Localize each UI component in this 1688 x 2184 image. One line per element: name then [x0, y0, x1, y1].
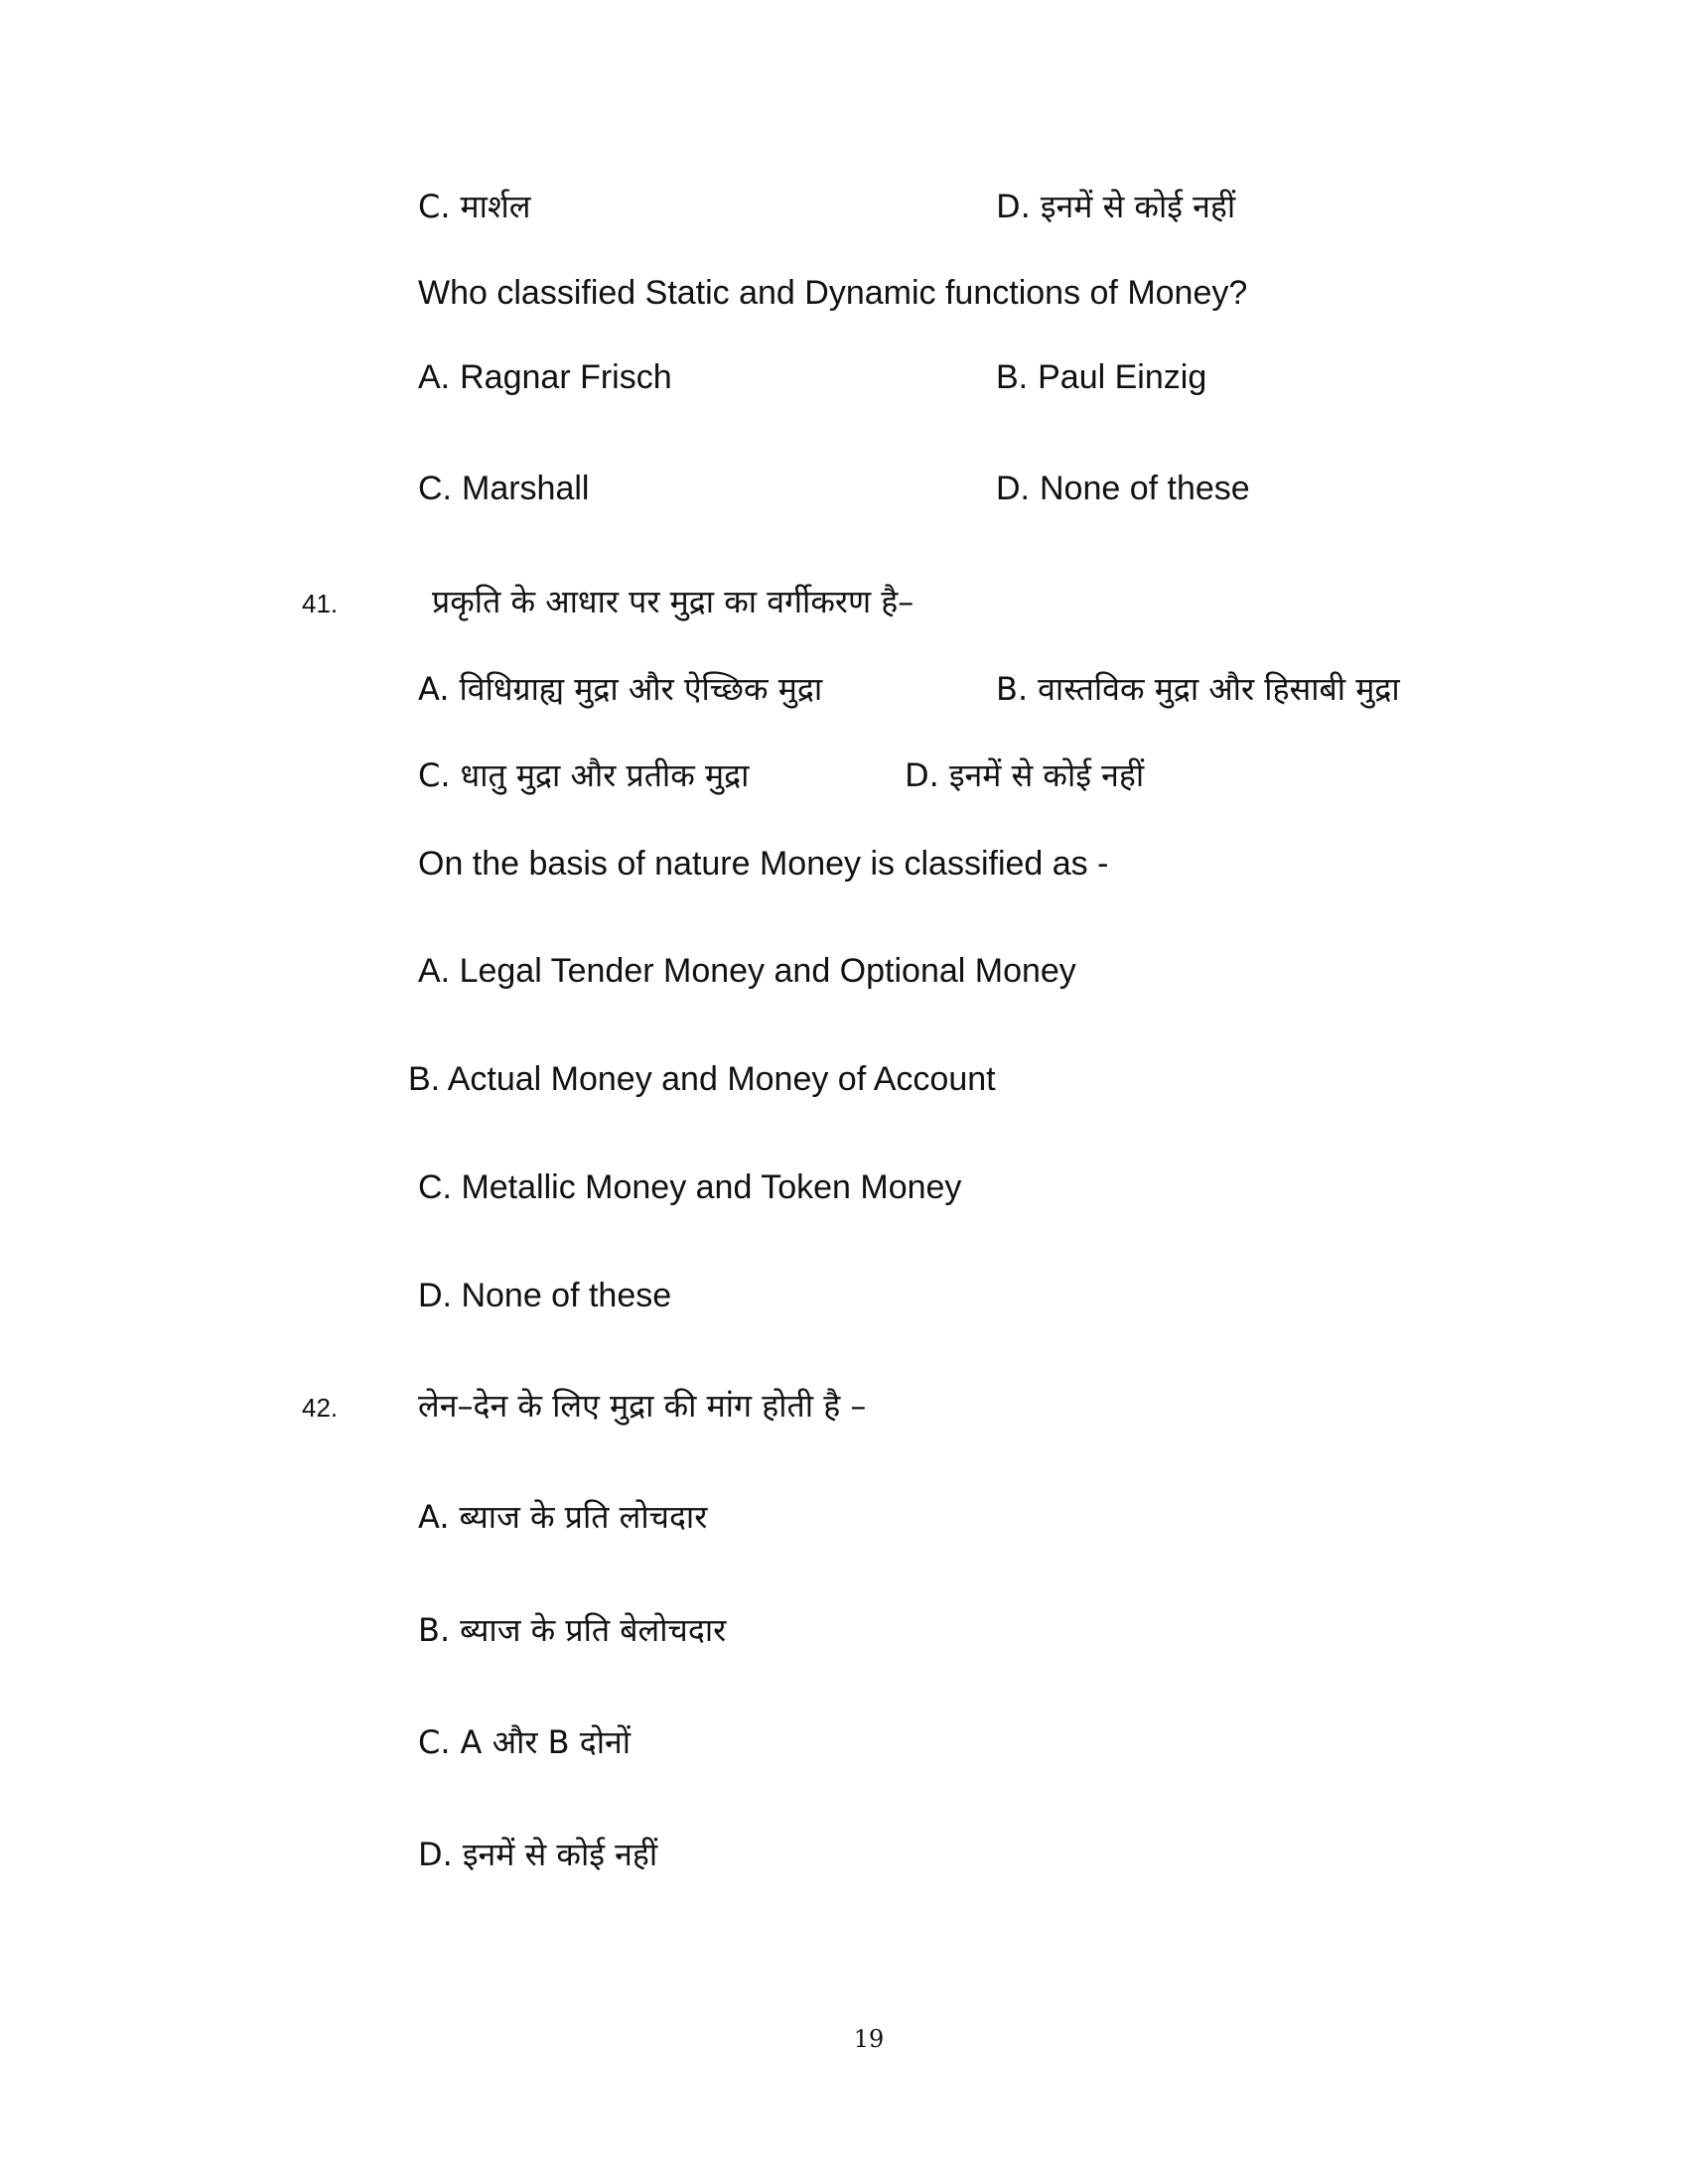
option-text: वास्तविक मुद्रा और हिसाबी मुद्रा	[1038, 670, 1400, 708]
option-label: D.	[418, 1277, 452, 1314]
q40-english-option-a	[418, 357, 672, 397]
q40-hindi-option-d	[996, 187, 1235, 226]
option-text: None of these	[461, 1277, 672, 1314]
option-text: A और B दोनों	[460, 1723, 632, 1761]
q41-english-option-c	[418, 1167, 961, 1207]
q40-hindi-option-c	[418, 187, 530, 226]
q42-hindi-question: लेन–देन के लिए मुद्रा की मांग होती है –	[418, 1387, 867, 1425]
option-label: C.	[418, 1723, 451, 1761]
option-text: Legal Tender Money and Optional Money	[459, 952, 1076, 990]
option-label: B.	[996, 670, 1029, 708]
page-number: 19	[853, 2025, 885, 2053]
option-label: A.	[418, 358, 451, 396]
option-label: A.	[418, 1498, 450, 1536]
option-text: ब्याज के प्रति लोचदार	[459, 1498, 708, 1536]
option-text: ब्याज के प्रति बेलोचदार	[460, 1611, 727, 1649]
option-text: Ragnar Frisch	[460, 358, 672, 396]
option-text: Metallic Money and Token Money	[461, 1168, 962, 1206]
option-text: None of these	[1040, 470, 1250, 507]
q41-hindi-option-a	[418, 669, 822, 709]
q42-hindi-option-a	[418, 1497, 707, 1537]
q41-hindi-option-b	[996, 669, 1400, 709]
q41-hindi-option-c	[418, 755, 749, 795]
option-label: C.	[418, 188, 451, 225]
q40-english-question: Who classified Static and Dynamic functions of Money?	[418, 274, 1248, 312]
q41-english-question: On the basis of nature Money is classified as -	[418, 845, 1109, 883]
option-text: इनमें से कोई नहीं	[462, 1836, 658, 1873]
q40-english-option-b	[996, 357, 1206, 397]
option-text: इनमें से कोई नहीं	[1040, 188, 1236, 225]
q42-hindi-option-b	[418, 1610, 726, 1650]
option-label: B.	[996, 358, 1029, 396]
q42-number: 42.	[302, 1393, 339, 1423]
q41-hindi-question: प्रकृति के आधार पर मुद्रा का वर्गीकरण है–	[432, 583, 914, 620]
option-text: विधिग्राह्य मुद्रा और ऐच्छिक मुद्रा	[459, 670, 823, 708]
q40-english-option-c	[418, 469, 589, 508]
option-label: B.	[408, 1060, 441, 1098]
option-label: C.	[418, 470, 452, 507]
option-label: D.	[996, 470, 1030, 507]
option-text: Paul Einzig	[1038, 358, 1207, 396]
option-text: इनमें से कोई नहीं	[948, 756, 1145, 794]
q40-english-option-d	[996, 469, 1250, 508]
q41-english-option-a	[418, 951, 1076, 991]
option-label: C.	[418, 1168, 452, 1206]
option-label: D.	[905, 756, 939, 794]
option-label: B.	[418, 1611, 451, 1649]
option-text: धातु मुद्रा और प्रतीक मुद्रा	[460, 756, 750, 794]
q42-hindi-option-d	[418, 1835, 657, 1874]
option-label: D.	[996, 188, 1031, 225]
q41-number: 41.	[302, 589, 339, 618]
q41-hindi-option-d	[905, 755, 1144, 795]
option-label: C.	[418, 756, 451, 794]
q42-hindi-option-c	[418, 1722, 631, 1762]
option-text: मार्शल	[460, 188, 531, 225]
option-text: Marshall	[462, 470, 590, 507]
option-label: D.	[418, 1836, 453, 1873]
option-text: Actual Money and Money of Account	[447, 1060, 996, 1098]
q41-english-option-b	[408, 1059, 996, 1099]
option-label: A.	[418, 952, 451, 990]
option-label: A.	[418, 670, 450, 708]
q41-english-option-d	[418, 1276, 671, 1315]
